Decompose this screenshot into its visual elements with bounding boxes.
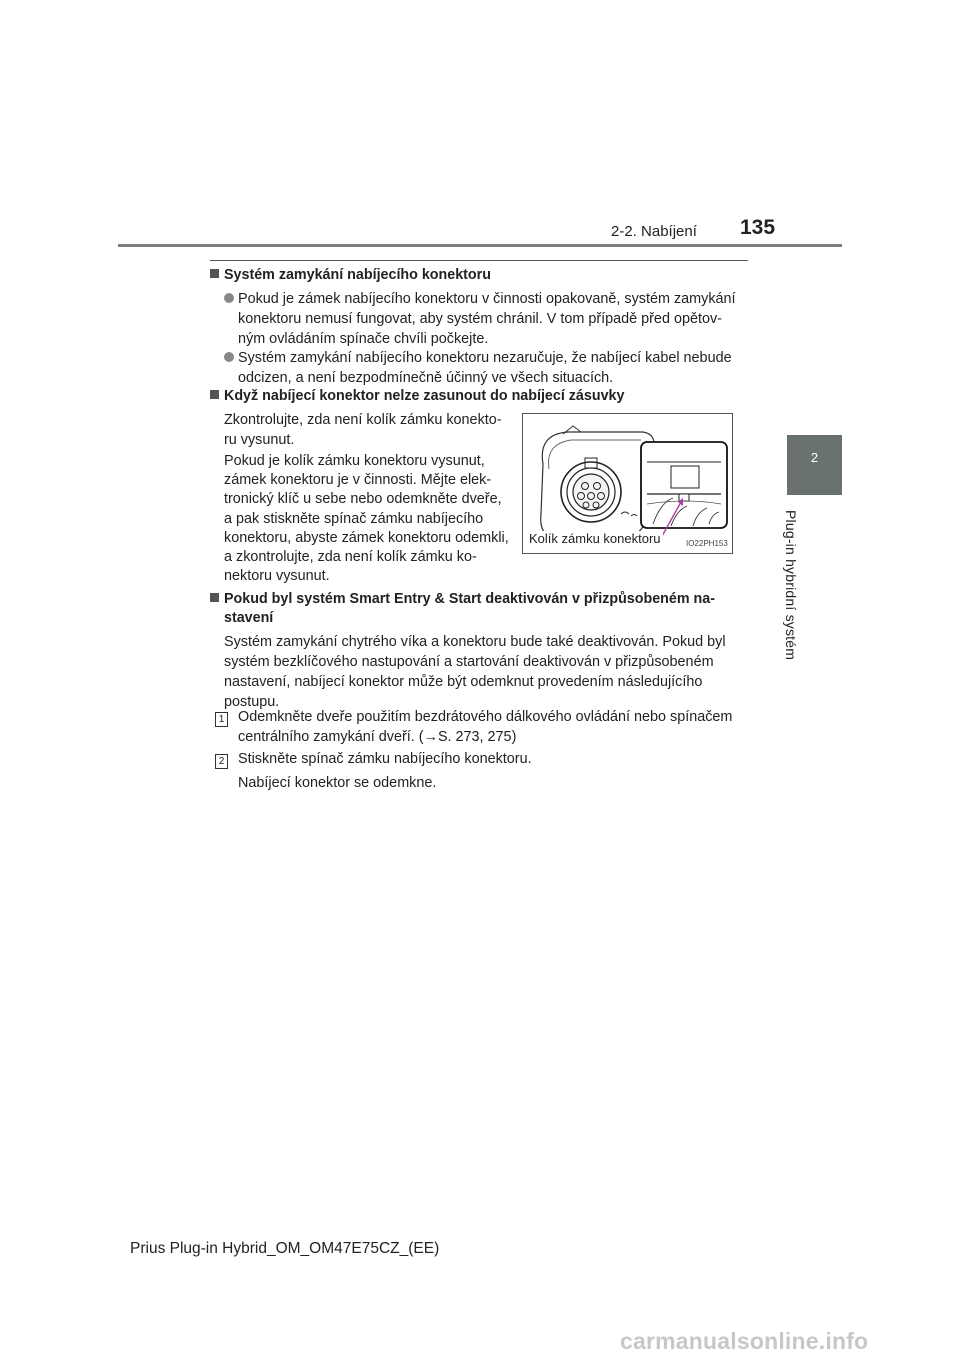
step-result: Nabíjecí konektor se odemkne. xyxy=(238,775,437,791)
square-bullet-icon xyxy=(210,269,219,278)
step-text: Stiskněte spínač zámku nabíjecího konektoru. xyxy=(238,751,532,767)
section-heading-lock-system: Systém zamykání nabíjecího konektoru xyxy=(210,267,491,283)
bullet-dot-icon xyxy=(224,352,234,362)
figure-callout-label: Kolík zámku konektoru xyxy=(529,531,661,546)
content-rule xyxy=(210,260,748,261)
section-heading-connector: Když nabíjecí konektor nelze zasunout do nabíjecí zásuvky xyxy=(210,388,624,404)
section-title: 2-2. Nabíjení xyxy=(611,223,697,240)
chapter-tab xyxy=(787,435,842,495)
bullet-item: Pokud je zámek nabíjecího konektoru v činnosti opakovaně, systém zamykání konektoru nemusí fungovat, aby systém chránil. V tom případě před opětov- ným ovládáním spínače chvíli počkejte. xyxy=(224,289,748,349)
square-bullet-icon xyxy=(210,593,219,602)
step-number-2: 2 xyxy=(215,751,228,769)
document-footer: Prius Plug-in Hybrid_OM_OM47E75CZ_(EE) xyxy=(130,1240,440,1257)
header-rule xyxy=(118,244,842,247)
page-number: 135 xyxy=(740,216,776,239)
chapter-title: Plug-in hybridní systém xyxy=(783,510,799,661)
square-bullet-icon xyxy=(210,390,219,399)
paragraph: Pokud je kolík zámku konektoru vysunut, zámek konektoru je v činnosti. Mějte elek- tronický klíč u sebe nebo odemkněte dveře, a pak stiskněte spínač zámku nabíjecího konektoru, abyste zámek konektoru odemkli, a zkontrolujte, zda není kolík zámku ko- nektoru vysunut. xyxy=(224,453,509,585)
chapter-number: 2 xyxy=(810,450,819,465)
step-text: Odemkněte dveře použitím bezdrátového dálkového ovládání nebo spínačem centrálního zamykání dveří. (→S. 273, 275) xyxy=(238,709,733,745)
watermark: carmanualsonline.info xyxy=(620,1328,869,1354)
bullet-item: Systém zamykání nabíjecího konektoru nezaručuje, že nabíjecí kabel nebude odcizen, a není bezpodmínečně účinný ve všech situacích. xyxy=(224,348,748,388)
paragraph: Zkontrolujte, zda není kolík zámku konekto- ru vysunut. xyxy=(224,412,502,448)
step-number-1: 1 xyxy=(215,709,228,727)
figure-code: IO22PH153 xyxy=(686,539,728,548)
paragraph: Systém zamykání chytrého víka a konektoru bude také deaktivován. Pokud byl systém bezklíčového nastupování a startování deaktivován v přizpůsobeném nastavení, nabíjecí konektor může být odemknut provedením následujícího postupu. xyxy=(224,634,726,710)
section-heading-smart-entry: Pokud byl systém Smart Entry & Start deaktivován v přizpůsobeném na- stavení xyxy=(210,590,750,628)
bullet-dot-icon xyxy=(224,293,234,303)
